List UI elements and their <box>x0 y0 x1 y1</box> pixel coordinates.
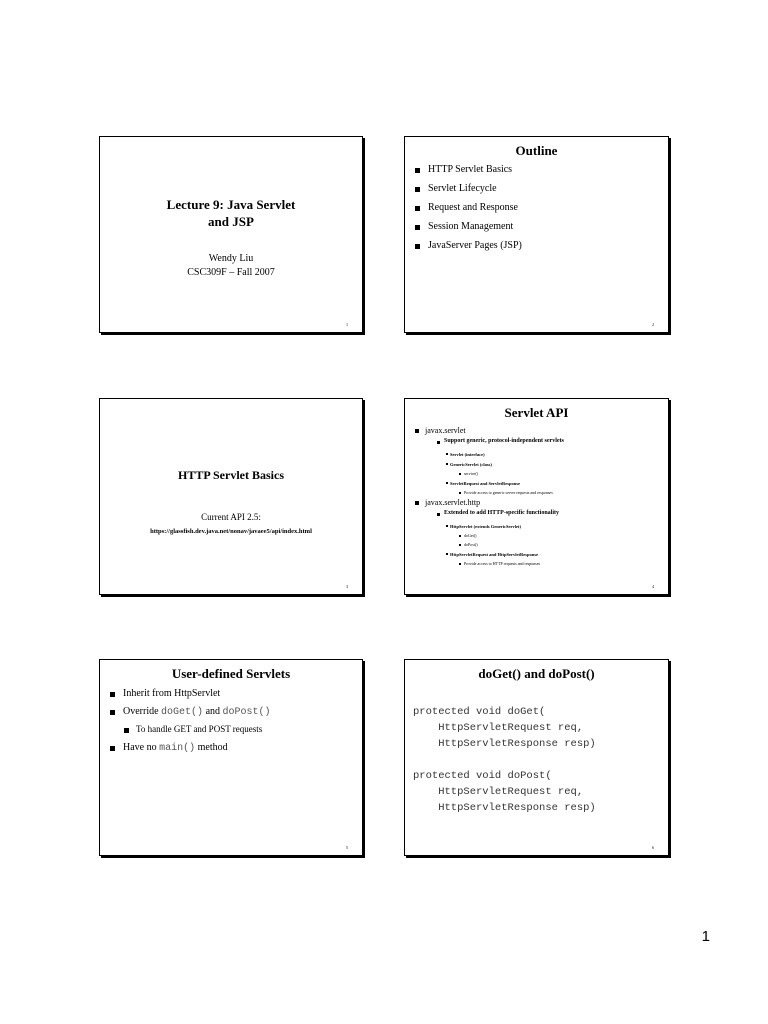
slide-2 <box>404 136 669 333</box>
code-block: protected void doGet( HttpServletRequest req, HttpServletResponse resp) protected void doPost( HttpServletRequest req, HttpServletResponse resp) <box>413 706 596 814</box>
slide-number: 2 <box>652 322 654 327</box>
author-name: Wendy Liu <box>208 253 254 264</box>
slide-6-title: doGet() and doPost() <box>478 666 595 681</box>
text: Have no <box>123 742 160 753</box>
slide-2-title: Outline <box>515 143 558 158</box>
list-item: Servlet Lifecycle <box>415 183 522 202</box>
list-item: HTTP Servlet Basics <box>415 164 522 183</box>
list-item <box>110 706 271 724</box>
list-item: HttpServlet (extends GenericServlet) <box>415 522 564 532</box>
list-item: ServletRequest and ServletResponse <box>415 479 564 489</box>
list-item: GenericServlet (class) <box>415 460 564 470</box>
slide-number: 6 <box>652 845 654 850</box>
slide-1 <box>99 136 363 333</box>
code-dopost: doPost() <box>222 707 271 718</box>
title-line-1: Lecture 9: Java Servlet <box>166 197 296 212</box>
list-item <box>110 742 271 760</box>
list-item: HttpServletRequest and HttpServletResponse <box>415 550 564 560</box>
text: and <box>203 706 223 717</box>
code-doget: doGet() <box>161 707 204 718</box>
slide-5-title: User-defined Servlets <box>171 666 291 681</box>
text: Override <box>123 706 162 717</box>
slide-3-title: HTTP Servlet Basics <box>178 468 284 482</box>
slide-4-title: Servlet API <box>504 405 569 420</box>
slide-5 <box>99 659 363 856</box>
slide-6 <box>404 659 669 856</box>
title-line-2: and JSP <box>208 214 254 229</box>
user-servlet-list <box>110 688 271 760</box>
outline-list <box>415 164 522 259</box>
code-main: main() <box>159 743 196 754</box>
list-item: Provide access to generic server requests and responses <box>415 489 564 498</box>
list-item: Inherit from HttpServlet <box>110 688 271 706</box>
list-item: Extended to add HTTP-specific functionality <box>415 510 564 522</box>
list-item: JavaServer Pages (JSP) <box>415 240 522 259</box>
list-item: To handle GET and POST requests <box>110 724 271 742</box>
list-item: service() <box>415 470 564 479</box>
slide-1-title <box>100 196 362 230</box>
api-tree <box>415 426 564 569</box>
course-name: CSC309F – Fall 2007 <box>187 267 275 278</box>
list-item: Provide access to HTTP requests and responses <box>415 560 564 569</box>
list-item: doGet() <box>415 532 564 541</box>
text: method <box>195 742 228 753</box>
slide-number: 4 <box>652 584 654 589</box>
list-item: Session Management <box>415 221 522 240</box>
page-number: 1 <box>701 928 710 945</box>
slide-3 <box>99 398 363 595</box>
list-item: Support generic, protocol-independent servlets <box>415 438 564 450</box>
slide-1-byline <box>100 252 362 280</box>
list-item: doPost() <box>415 541 564 550</box>
slide-4 <box>404 398 669 595</box>
list-item: Servlet (interface) <box>415 450 564 460</box>
list-item: javax.servlet.http <box>415 498 564 510</box>
slide-number: 3 <box>346 584 348 589</box>
api-version: Current API 2.5: <box>201 512 261 522</box>
slide-number: 1 <box>346 322 348 327</box>
list-item: Request and Response <box>415 202 522 221</box>
list-item: javax.servlet <box>415 426 564 438</box>
api-url-link[interactable]: https://glassfish.dev.java.net/nonav/javaee5/api/index.html <box>150 528 312 535</box>
slide-number: 5 <box>346 845 348 850</box>
